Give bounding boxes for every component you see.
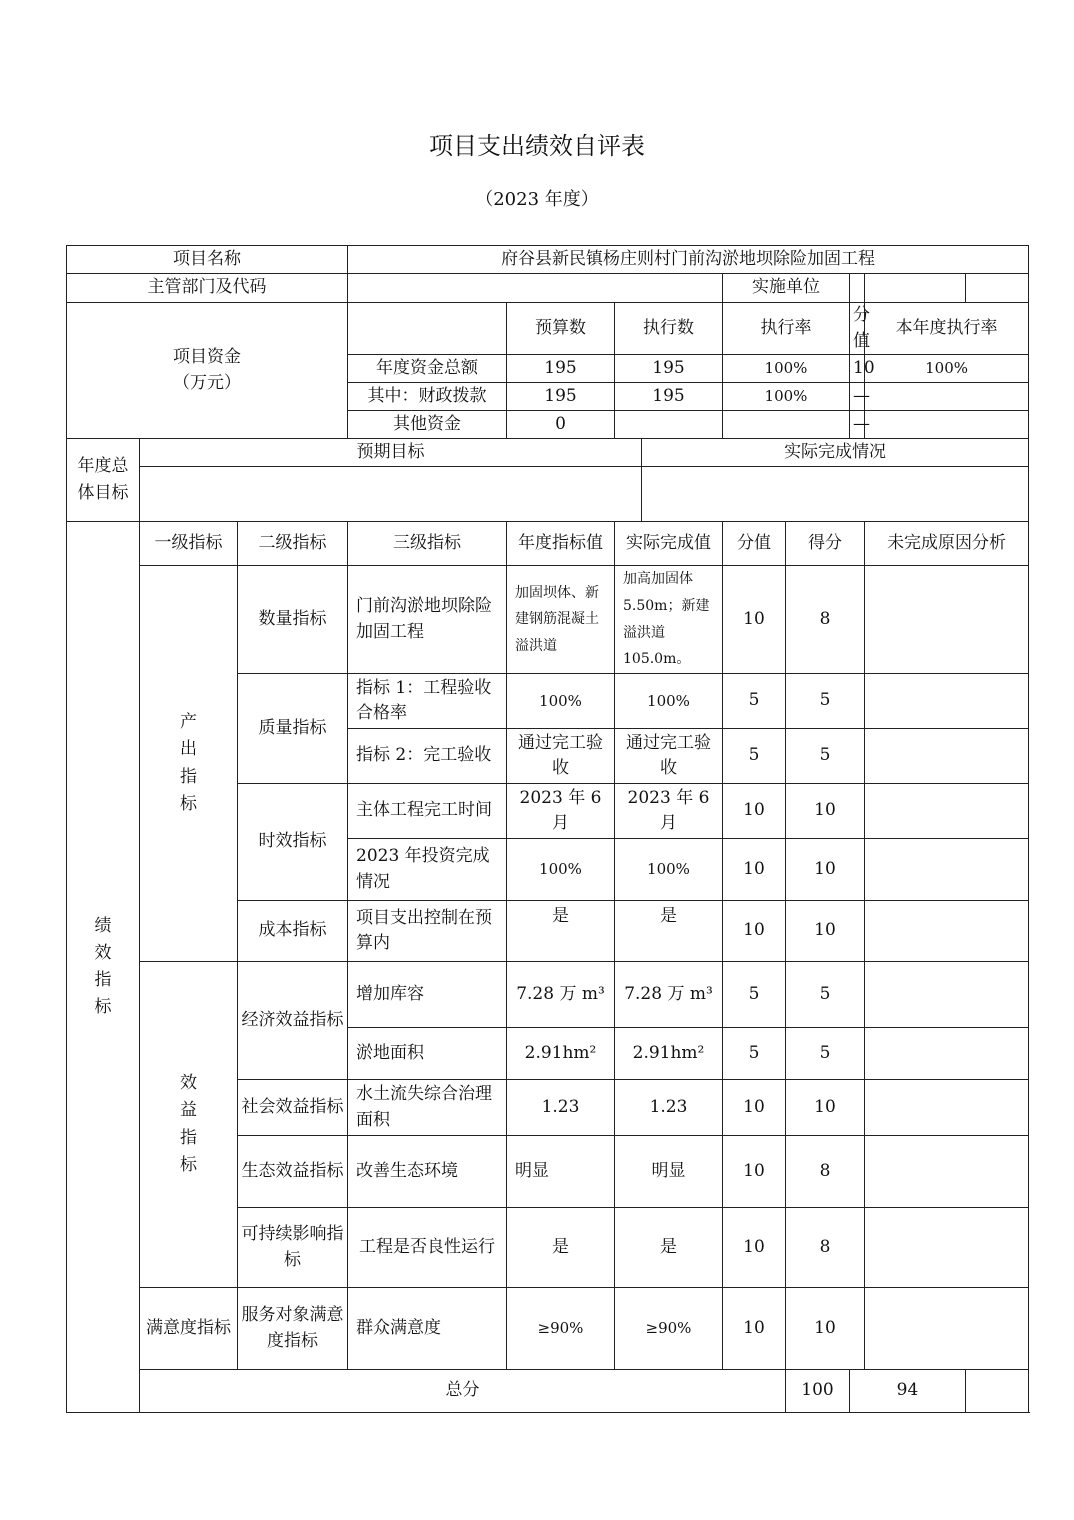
actual-cell: 1.23 xyxy=(615,1080,723,1136)
row-indicator-header xyxy=(67,522,1029,566)
funds-row-name: 年度资金总额 xyxy=(348,355,507,383)
funds-label-line1: 项目资金 xyxy=(173,347,241,367)
target-cell: 100% xyxy=(507,839,615,901)
l2-timeliness: 时效指标 xyxy=(238,784,348,901)
funds-row-budget: 195 xyxy=(507,355,615,383)
goals-actual-label: 实际完成情况 xyxy=(642,439,1029,467)
value-cell: 10 xyxy=(723,1080,786,1136)
funds-header-rate: 执行率 xyxy=(723,303,850,355)
indicator-row xyxy=(67,566,1029,674)
score-cell: 10 xyxy=(786,1288,865,1370)
l3-cell: 改善生态环境 xyxy=(348,1136,507,1208)
goals-label: 年度总体目标 xyxy=(67,439,140,522)
target-cell: 加固坝体、新建钢筋混凝土溢洪道 xyxy=(507,566,615,674)
actual-cell: 2.91hm² xyxy=(615,1028,723,1080)
l3-cell: 项目支出控制在预算内 xyxy=(348,901,507,962)
l3-cell: 指标 2：完工验收 xyxy=(348,729,507,784)
l2-social: 社会效益指标 xyxy=(238,1080,348,1136)
project-name-label: 项目名称 xyxy=(67,246,348,274)
target-cell: 2023 年 6 月 xyxy=(507,784,615,839)
actual-cell: 100% xyxy=(615,674,723,729)
target-cell: 是 xyxy=(507,901,615,962)
funds-row-name: 其他资金 xyxy=(348,411,507,439)
goals-expected-label: 预期目标 xyxy=(140,439,642,467)
funds-header-blank xyxy=(348,303,507,355)
impl-value-1 xyxy=(850,274,865,303)
actual-cell: 明显 xyxy=(615,1136,723,1208)
actual-cell: 通过完工验收 xyxy=(615,729,723,784)
actual-cell: 7.28 万 m³ xyxy=(615,962,723,1028)
value-cell: 10 xyxy=(723,1288,786,1370)
target-cell: 7.28 万 m³ xyxy=(507,962,615,1028)
score-cell: 8 xyxy=(786,566,865,674)
score-cell: 5 xyxy=(786,962,865,1028)
actual-cell: 2023 年 6 月 xyxy=(615,784,723,839)
row-goals-header xyxy=(67,439,1029,467)
funds-row-year-rate xyxy=(865,383,1029,411)
value-cell: 10 xyxy=(723,1208,786,1288)
value-cell: 5 xyxy=(723,729,786,784)
header-score: 得分 xyxy=(786,522,865,566)
goals-expected-value xyxy=(140,467,642,522)
reason-cell xyxy=(865,839,1029,901)
page-subtitle: （2023 年度） xyxy=(475,189,599,210)
goals-actual-value xyxy=(642,467,1029,522)
l3-cell: 主体工程完工时间 xyxy=(348,784,507,839)
dept-label: 主管部门及代码 xyxy=(67,274,348,303)
funds-row-rate xyxy=(723,411,850,439)
score-cell: 5 xyxy=(786,674,865,729)
funds-label xyxy=(67,303,348,439)
row-department xyxy=(67,274,1029,303)
l2-sustainable: 可持续影响指标 xyxy=(238,1208,348,1288)
total-blank xyxy=(966,1370,1029,1413)
impl-value-3 xyxy=(966,274,1029,303)
value-cell: 10 xyxy=(723,566,786,674)
funds-row-year-rate xyxy=(865,411,1029,439)
funds-header-executed: 执行数 xyxy=(615,303,723,355)
target-cell: 明显 xyxy=(507,1136,615,1208)
score-cell: 8 xyxy=(786,1136,865,1208)
score-cell: 10 xyxy=(786,901,865,962)
reason-cell xyxy=(865,674,1029,729)
indicator-row xyxy=(67,962,1029,1028)
l3-cell: 淤地面积 xyxy=(348,1028,507,1080)
reason-cell xyxy=(865,566,1029,674)
target-cell: ≥90% xyxy=(507,1288,615,1370)
l3-cell: 增加库容 xyxy=(348,962,507,1028)
reason-cell xyxy=(865,962,1029,1028)
l3-cell: 水土流失综合治理面积 xyxy=(348,1080,507,1136)
reason-cell xyxy=(865,1028,1029,1080)
score-cell: 5 xyxy=(786,729,865,784)
funds-row-name: 其中：财政拨款 xyxy=(348,383,507,411)
funds-row-score-value: — xyxy=(850,383,865,411)
funds-header-budget: 预算数 xyxy=(507,303,615,355)
value-cell: 5 xyxy=(723,1028,786,1080)
score-cell: 5 xyxy=(786,1028,865,1080)
l2-service: 服务对象满意度指标 xyxy=(238,1288,348,1370)
actual-cell: 是 xyxy=(615,901,723,962)
score-cell: 10 xyxy=(786,784,865,839)
l1-satisfaction: 满意度指标 xyxy=(140,1288,238,1370)
project-name-value: 府谷县新民镇杨庄则村门前沟淤地坝除险加固工程 xyxy=(348,246,1029,274)
value-cell: 5 xyxy=(723,674,786,729)
header-l3: 三级指标 xyxy=(348,522,507,566)
indicator-row xyxy=(67,1288,1029,1370)
l2-quantity: 数量指标 xyxy=(238,566,348,674)
value-cell: 10 xyxy=(723,784,786,839)
funds-row-executed: 195 xyxy=(615,355,723,383)
header-actual: 实际完成值 xyxy=(615,522,723,566)
value-cell: 5 xyxy=(723,962,786,1028)
reason-cell xyxy=(865,1208,1029,1288)
funds-row-executed: 195 xyxy=(615,383,723,411)
indicators-section-label: 绩效指标 xyxy=(67,522,140,1413)
score-cell: 10 xyxy=(786,1080,865,1136)
funds-header-year-rate: 本年度执行率 xyxy=(865,303,1029,355)
l3-cell: 门前沟淤地坝除险加固工程 xyxy=(348,566,507,674)
reason-cell xyxy=(865,784,1029,839)
target-cell: 2.91hm² xyxy=(507,1028,615,1080)
target-cell: 1.23 xyxy=(507,1080,615,1136)
l3-cell: 2023 年投资完成情况 xyxy=(348,839,507,901)
l1-output: 产出指标 xyxy=(140,566,238,962)
reason-cell xyxy=(865,901,1029,962)
header-l2: 二级指标 xyxy=(238,522,348,566)
funds-row-rate: 100% xyxy=(723,383,850,411)
funds-row-budget: 0 xyxy=(507,411,615,439)
header-reason: 未完成原因分析 xyxy=(865,522,1029,566)
target-cell: 通过完工验收 xyxy=(507,729,615,784)
score-cell: 8 xyxy=(786,1208,865,1288)
dept-value xyxy=(348,274,723,303)
funds-row-score-value: — xyxy=(850,411,865,439)
reason-cell xyxy=(865,1288,1029,1370)
row-total xyxy=(67,1370,1029,1413)
evaluation-table xyxy=(66,245,1029,1413)
l2-quality: 质量指标 xyxy=(238,674,348,784)
funds-row-year-rate: 100% xyxy=(865,355,1029,383)
l3-cell: 指标 1：工程验收合格率 xyxy=(348,674,507,729)
score-cell: 10 xyxy=(786,839,865,901)
l3-cell: 工程是否良性运行 xyxy=(348,1208,507,1288)
header-target: 年度指标值 xyxy=(507,522,615,566)
l2-ecological: 生态效益指标 xyxy=(238,1136,348,1208)
value-cell: 10 xyxy=(723,901,786,962)
actual-cell: 100% xyxy=(615,839,723,901)
row-goals-content xyxy=(67,467,1029,522)
funds-header-score-value: 分值 xyxy=(850,303,865,355)
l2-cost: 成本指标 xyxy=(238,901,348,962)
impl-value-2 xyxy=(865,274,966,303)
reason-cell xyxy=(865,1136,1029,1208)
row-funds-header xyxy=(67,303,1029,355)
funds-row-rate: 100% xyxy=(723,355,850,383)
row-project-name xyxy=(67,246,1029,274)
target-cell: 100% xyxy=(507,674,615,729)
total-score: 94 xyxy=(850,1370,966,1413)
reason-cell xyxy=(865,729,1029,784)
l2-economic: 经济效益指标 xyxy=(238,962,348,1080)
actual-cell: ≥90% xyxy=(615,1288,723,1370)
page-title: 项目支出绩效自评表 xyxy=(429,132,645,160)
funds-row-executed xyxy=(615,411,723,439)
target-cell: 是 xyxy=(507,1208,615,1288)
funds-row-budget: 195 xyxy=(507,383,615,411)
impl-label: 实施单位 xyxy=(723,274,850,303)
value-cell: 10 xyxy=(723,1136,786,1208)
actual-cell: 是 xyxy=(615,1208,723,1288)
funds-row-score-value: 10 xyxy=(850,355,865,383)
l3-cell: 群众满意度 xyxy=(348,1288,507,1370)
funds-label-line2: （万元） xyxy=(173,372,241,393)
total-label: 总分 xyxy=(140,1370,786,1413)
reason-cell xyxy=(865,1080,1029,1136)
value-cell: 10 xyxy=(723,839,786,901)
header-l1: 一级指标 xyxy=(140,522,238,566)
actual-cell: 加高加固体5.50m；新建溢洪道105.0m。 xyxy=(615,566,723,674)
l1-benefit: 效益指标 xyxy=(140,962,238,1288)
header-value: 分值 xyxy=(723,522,786,566)
total-value: 100 xyxy=(786,1370,850,1413)
